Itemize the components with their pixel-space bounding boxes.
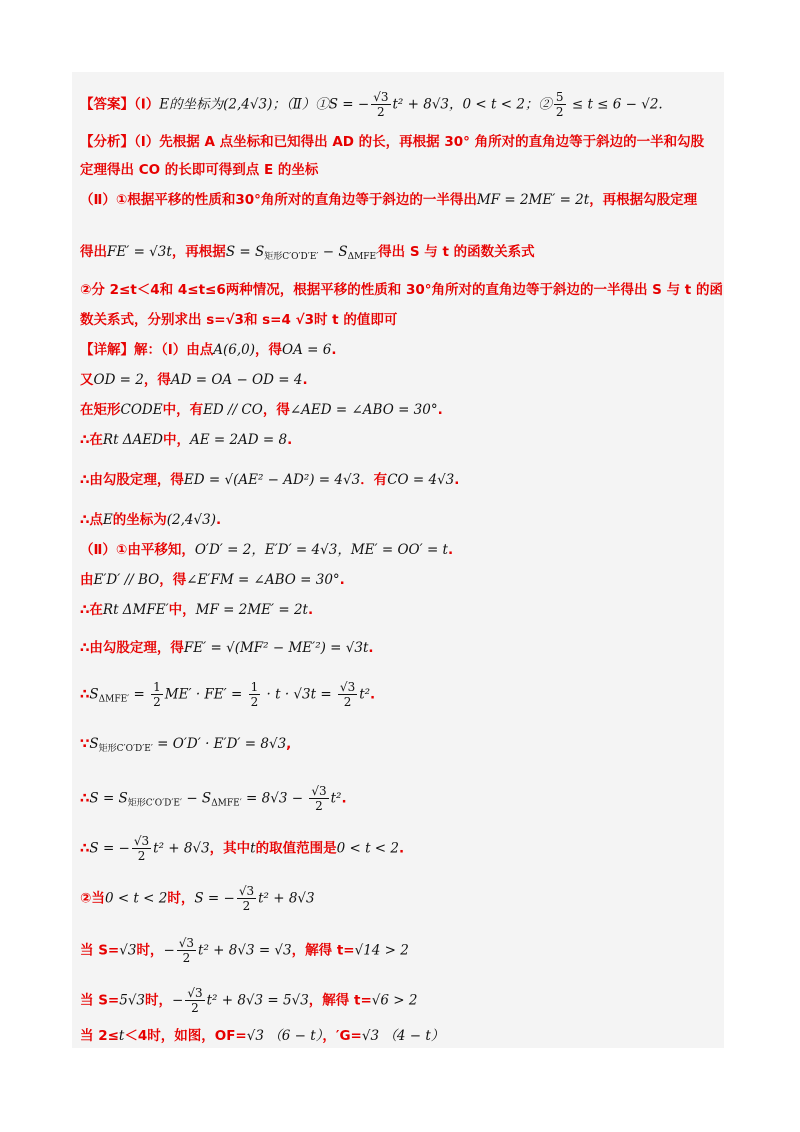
fraction — [151, 680, 163, 709]
answer-part: E的坐标为(2,4√3)；（Ⅱ）①S = − — [159, 96, 370, 113]
text-seg: 时， — [145, 992, 173, 1009]
text-seg: 当 S= — [80, 942, 120, 959]
math-seg: − S — [318, 244, 348, 260]
text-seg: ，′G= — [322, 1028, 362, 1044]
text-seg: . — [307, 602, 314, 618]
text-seg: 当 2≤ — [80, 1028, 119, 1044]
analysis-line-1: 【分析】（Ⅰ）先根据 A 点坐标和已知得出 AD 的长，再根据 30° 角所对的直角边等于斜边的一半和勾股 — [80, 134, 705, 150]
detail-line-5 — [80, 470, 718, 490]
text-seg: 在矩形 — [80, 402, 121, 418]
frac-den: 2 — [343, 695, 352, 709]
detail-line-6 — [80, 510, 718, 530]
detail-line-7 — [80, 540, 718, 560]
subscript: ΔMFE′ — [211, 798, 242, 809]
text-seg: . — [339, 572, 345, 588]
math-seg: AD = OA − OD = 4 — [170, 372, 303, 388]
math-seg: CO = 4√3 — [387, 472, 455, 488]
math-seg: Rt ΔAED — [102, 432, 163, 448]
text-seg: ∴由勾股定理，得 — [80, 472, 184, 488]
fraction — [185, 986, 204, 1015]
detail-line-4 — [80, 430, 718, 450]
text-seg: . — [302, 372, 308, 388]
math-seg: t² + 8√3 — [258, 890, 315, 907]
text-seg: ∴在 — [80, 602, 103, 618]
analysis-line-4 — [80, 242, 718, 267]
detail-line-13 — [80, 784, 718, 814]
math-seg: t² + 8√3 = √3 — [198, 942, 292, 959]
math-seg: OD = 2 — [93, 372, 144, 388]
fraction — [554, 90, 566, 119]
math-seg: MF = 2ME′ = 2t — [195, 602, 308, 618]
text-seg: . — [399, 840, 405, 857]
text-seg: ∴由勾股定理，得 — [80, 640, 184, 656]
detail-line-2 — [80, 370, 718, 390]
text-seg: ∴ — [80, 790, 90, 807]
math-seg: S — [89, 686, 99, 703]
text-seg: 的坐标为 — [112, 512, 167, 528]
text-seg: . — [370, 686, 376, 703]
text-seg: 的取值范围是 — [255, 840, 337, 857]
detail-line-3 — [80, 400, 718, 420]
frac-den: 2 — [315, 799, 323, 813]
text-seg: ．有 — [360, 472, 388, 488]
text-seg: 又 — [80, 372, 94, 388]
math-seg: ∠E′FM = ∠ABO = 30° — [186, 572, 340, 588]
text-seg: ＜4时，如图，OF= — [124, 1028, 247, 1044]
math-seg: − — [172, 992, 184, 1009]
subscript: 矩形C′O′D′E′ — [98, 744, 153, 754]
math-seg: 5√3 — [119, 992, 146, 1009]
math-seg: t — [250, 840, 256, 857]
text-seg: 中， — [168, 602, 196, 618]
math-seg: = O′D′ · E′D′ = 8√3 — [152, 736, 287, 752]
frac-num: 1 — [250, 680, 259, 694]
subscript: 矩形C′O′D′E′ — [264, 252, 319, 262]
text-seg: . — [215, 512, 222, 528]
math-seg: t² — [359, 686, 371, 703]
math-seg: S = − — [194, 890, 235, 907]
math-seg: CODE — [120, 402, 163, 418]
detail-line-8 — [80, 570, 718, 590]
answer-part: （Ⅰ） — [134, 96, 160, 113]
text-seg: ，解得 t= — [291, 942, 355, 959]
math-seg: √3 （6 − t） — [246, 1028, 323, 1044]
frac-num: √3 — [178, 936, 195, 950]
text-seg: ，得 — [159, 572, 187, 588]
answer-line — [80, 90, 718, 119]
math-seg: S = S — [89, 790, 128, 807]
text-seg: . — [287, 432, 293, 448]
text-seg: . — [437, 402, 443, 418]
detail-line-16 — [80, 936, 718, 965]
frac-num: √3 — [238, 884, 255, 898]
text-seg: . — [454, 472, 460, 488]
analysis-line-3 — [80, 190, 718, 210]
frac-num: √3 — [373, 90, 389, 104]
fraction — [249, 680, 261, 709]
text-seg: ∴ — [80, 840, 90, 857]
frac-den: 2 — [182, 951, 191, 965]
frac-den: 2 — [250, 695, 259, 709]
math-seg: A(6,0) — [213, 342, 256, 358]
frac-num: √3 — [339, 680, 356, 694]
subscript: ΔMFE′ — [347, 252, 379, 262]
text-seg: 得出 — [80, 244, 107, 260]
math-seg: − S — [182, 790, 212, 807]
math-seg: ED // CO — [203, 402, 263, 418]
text-seg: 得出 S 与 t 的函数关系式 — [378, 244, 535, 260]
text-seg: . — [341, 790, 347, 807]
math-seg: ME′ · FE′ = — [164, 686, 247, 703]
text-seg: ∴ — [80, 686, 90, 703]
frac-num: 1 — [153, 680, 161, 694]
frac-num: √3 — [133, 834, 150, 848]
text-seg: （Ⅱ）①由平移知， — [80, 542, 195, 558]
math-seg: (2,4√3) — [166, 512, 216, 528]
math-seg: MF = 2ME′ = 2t — [476, 192, 590, 208]
math-seg: S = S — [225, 244, 265, 260]
math-seg: − — [163, 942, 175, 959]
frac-den: 2 — [153, 695, 161, 709]
math-seg: 0 < t < 2 — [104, 890, 168, 907]
frac-den: 2 — [242, 899, 251, 913]
text-seg: 当 S= — [80, 992, 120, 1009]
text-seg: 时， — [136, 942, 164, 959]
detail-line-9 — [80, 600, 718, 620]
analysis-line-2: 定理得出 CO 的长即可得到点 E 的坐标 — [80, 162, 319, 178]
text-seg: ，得 — [255, 342, 283, 358]
text-seg: ，再根据勾股定理 — [589, 192, 698, 208]
subscript: ΔMFE′ — [98, 694, 130, 705]
math-seg: ED = √(AE² − AD²) = 4√3 — [183, 472, 361, 488]
fraction — [371, 90, 390, 119]
math-seg: FE′ = √(MF² − ME′²) = √3t — [183, 640, 369, 656]
frac-num: √3 — [311, 784, 327, 798]
math-seg: √3 — [119, 942, 137, 959]
detail-line-10 — [80, 638, 718, 658]
fraction — [177, 936, 196, 965]
detail-line-14 — [80, 834, 718, 863]
math-seg: E — [102, 512, 113, 528]
detail-line-17 — [80, 986, 718, 1015]
detail-line-12 — [80, 734, 718, 759]
frac-num: √3 — [187, 986, 203, 1000]
text-seg: . — [368, 640, 374, 656]
text-seg: ，解得 t= — [308, 992, 372, 1009]
text-seg: . — [331, 342, 337, 358]
answer-part: ≤ t ≤ 6 − √2. — [567, 96, 663, 113]
math-seg: · t · √3t = — [262, 686, 336, 703]
text-seg: 由 — [80, 572, 94, 588]
math-seg: E′D′ // BO — [93, 572, 160, 588]
detail-line-11 — [80, 680, 718, 710]
math-seg: = — [129, 686, 150, 703]
math-seg: √14 > 2 — [354, 942, 409, 959]
text-seg: 时， — [167, 890, 195, 907]
text-seg: （Ⅱ）①根据平移的性质和30°角所对的直角边等于斜边的一半得出 — [80, 192, 477, 208]
frac-den: 2 — [137, 849, 146, 863]
detail-line-15 — [80, 884, 718, 913]
analysis-line-5: ②分 2≤t＜4和 4≤t≤6两种情况，根据平移的性质和 30°角所对的直角边等于斜边的一半得出 S 与 t 的函 — [80, 282, 723, 298]
math-seg: AE = 2AD = 8 — [189, 432, 288, 448]
answer-part: t² + 8√3，0 < t < 2；② — [392, 96, 552, 113]
answer-label: 【答案】 — [80, 96, 134, 113]
math-seg: t² — [330, 790, 342, 807]
fraction — [338, 680, 357, 709]
analysis-line-6: 数关系式，分别求出 s=√3和 s=4 √3时 t 的值即可 — [80, 312, 398, 328]
math-seg: t² + 8√3 = 5√3 — [206, 992, 309, 1009]
text-seg: ，其中 — [209, 840, 251, 857]
math-seg: t — [118, 1028, 125, 1044]
frac-den: 2 — [377, 105, 385, 119]
text-seg: ，得 — [143, 372, 171, 388]
text-seg: , — [286, 736, 292, 752]
text-seg: 中， — [162, 432, 190, 448]
fraction — [132, 834, 151, 863]
text-seg: ②当 — [80, 890, 105, 907]
text-seg: ∴在 — [80, 432, 103, 448]
subscript: 矩形C′O′D′E′ — [127, 798, 183, 809]
math-seg: FE′ = √3t — [107, 244, 172, 260]
fraction — [237, 884, 256, 913]
math-seg: ∠AED = ∠ABO = 30° — [289, 402, 438, 418]
detail-line-18 — [80, 1026, 718, 1046]
text-seg: ∵ — [80, 736, 90, 752]
math-seg: √6 > 2 — [371, 992, 418, 1009]
text-seg: . — [447, 542, 454, 558]
fraction — [309, 784, 328, 813]
math-seg: S = − — [89, 840, 130, 857]
detail-line-1 — [80, 340, 718, 360]
math-seg: = 8√3 − — [241, 790, 308, 807]
math-seg: S — [89, 736, 99, 752]
text-seg: ，再根据 — [171, 244, 226, 260]
document-page — [72, 72, 724, 1048]
text-seg: 中，有 — [162, 402, 204, 418]
frac-den: 2 — [191, 1001, 199, 1015]
text-seg: ∴点 — [80, 512, 103, 528]
math-seg: OA = 6 — [282, 342, 332, 358]
math-seg: 0 < t < 2 — [336, 840, 400, 857]
math-seg: t² + 8√3 — [153, 840, 210, 857]
frac-den: 2 — [555, 105, 564, 119]
text-seg: ，得 — [262, 402, 290, 418]
math-seg: Rt ΔMFE′ — [102, 602, 169, 618]
text-seg: 【详解】解：（Ⅰ）由点 — [80, 342, 214, 358]
math-seg: O′D′ = 2，E′D′ = 4√3，ME′ = OO′ = t — [194, 542, 448, 558]
math-seg: √3 （4 − t） — [361, 1028, 445, 1044]
frac-num: 5 — [555, 90, 564, 104]
